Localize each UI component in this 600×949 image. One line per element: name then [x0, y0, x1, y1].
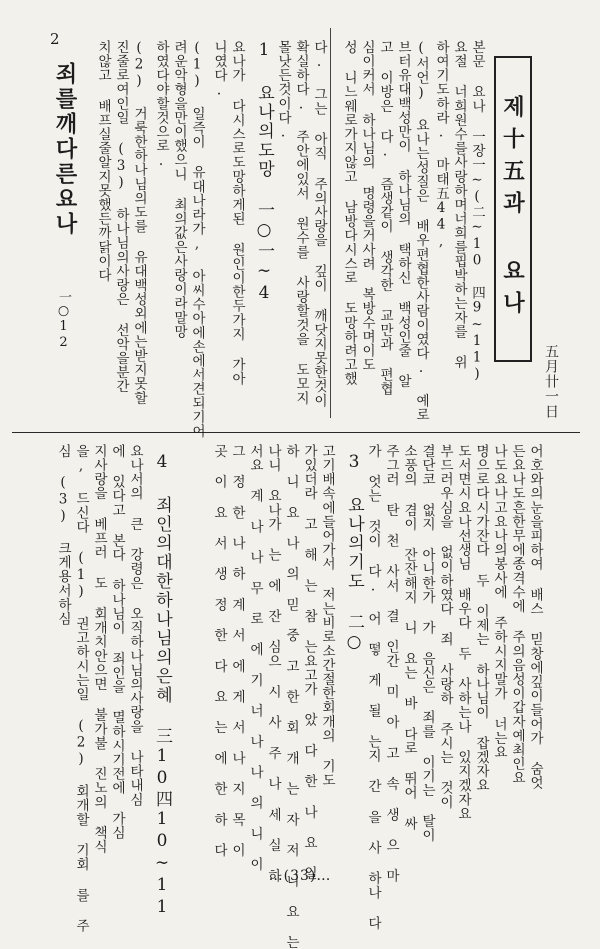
text-column: (2) 거룩한하나님의도를 유대백성외에는받지못할 — [131, 40, 147, 405]
text-column: 심이커서 하나님의 명령을거사려 복방수며이도 — [359, 40, 375, 372]
text-column: 을, 드신다 (1) 권고하시는일 (2) 회개할 기회 를 주 — [73, 444, 89, 933]
text-column: 나니 요나가 는 에 잔 심으 시 사 주 나 세 실 하 — [265, 444, 281, 883]
text-column: 하 니 요 나 의 믿 중 고 한 회 개 는 자 저 니 요 는 — [283, 444, 299, 949]
text-column: 요나가 다시스로도망하게된 원인이한두가지 가아 — [229, 40, 245, 386]
text-column: 하여기도하라. 마태五44, — [433, 40, 449, 250]
text-column: 그 정 한 나 하 계 서 에 게 서 나 지 목 이 — [229, 444, 245, 858]
lesson-title: 제十五과 요나 — [499, 95, 526, 323]
big-heading: 죄를깨다른요나 — [52, 62, 78, 237]
text-column: 서요 계 나 나 무 로 에 기 너 나 나 의 니 이 — [247, 444, 263, 872]
section-heading-prayer: 3 요나의기도 二○ — [344, 452, 364, 654]
lesson-date: 五月卄一日 — [543, 344, 559, 419]
text-column: 곳 이 요 서 생 정 한 다 요 는 에 한 하 다 — [211, 444, 227, 858]
text-column: 가있더라 고 해 는 참 는요고가 았 다 한 나 요 일 — [301, 444, 317, 881]
text-column: 몰낫든것이다. — [275, 40, 291, 142]
text-column: 브터유대백성만이 하나님의 택하신 백성인줄 알 — [395, 40, 411, 389]
text-column: 부드러우심을 없이하였다 죄 사랑하 주시는 것이 — [437, 444, 453, 809]
text-column: 에 있다고 본다 하나님이 죄인을 멸하시기전에 가심 — [109, 444, 125, 840]
column-separator — [330, 28, 331, 418]
text-column: 니였다. — [211, 40, 227, 99]
text-column: 고기배속에들어가서 저는비로소간절한회개의 기도 — [319, 444, 335, 788]
text-column: 려운악형을만이했으니 최의값은사랑이라말망 — [171, 40, 187, 339]
text-column: 치않고 배프실줄알지못했든까닭이다 — [95, 40, 111, 283]
text-column: 진줄로여인일 (3) 하나님의사랑은 선악을분간 — [113, 40, 129, 394]
text-column: 도서면시요나선생님 배우다 두 사하는나 있지겠자요 — [455, 444, 471, 821]
big-heading-ref: 一○12 — [56, 290, 71, 351]
text-column: 고 이방은 다. 즘생같이 생각한 교만과 편협 — [377, 40, 393, 396]
page-number: 2 — [50, 30, 60, 48]
text-column: 든요나도흔한무에종격수에 주의음성이갑자예최인요 — [509, 444, 525, 785]
text-column: 하였다야할것으로. — [153, 40, 169, 170]
text-column: 본문 요나 一장一∼(二∼10 四9∼11) — [469, 40, 485, 383]
text-column: 주그러 탄 천 사서 결 인간 미 아 고 속 생 으 마 — [383, 444, 399, 883]
text-column: 확실하다. 주안에있서 원수를 사랑할것을 도모지 — [293, 40, 309, 405]
text-column: 지사랑을 베프러 도 회개치안으면 불가불 진노의 책식 — [91, 444, 107, 854]
text-column: 가 엇는 것이 다. 어 떻 게 될 는지 간 을 사 하나 다 — [365, 444, 381, 931]
text-column: (1) 일즉이 유대나라가, 아씨수아에손에서견되기어 — [189, 40, 205, 439]
text-column: 어호와의눈을피하여 배스 믿창에깊이들어가 숨엇 — [527, 444, 543, 790]
section-divider — [12, 432, 580, 433]
text-column: 요나서의 큰 강령은 오직하나님의사랑을 나타내심 — [127, 444, 143, 807]
text-column: 심 (3) 크게용서하심 — [55, 444, 71, 626]
text-column: 성 니느웨로가지않고 남방다시스로 도망하려고했 — [341, 40, 357, 386]
text-column: 요절 너희원수를사랑하며너희를핍박하는자를 위 — [451, 40, 467, 370]
footer-page-number: …(33)… — [268, 868, 332, 884]
text-column: 소풍의 겸이 잔잔해지 니 요는 바 다로 뛰어 싸 — [401, 444, 417, 831]
text-column: 명으로다시가잔다 두 이제는 하나님이 잡겠자요 — [473, 444, 489, 793]
text-column: (서언) 요나는성질은 배우편협한사람이였다. 예로 — [413, 40, 429, 422]
text-column: 결단코 없지 아니한가 가 음신은 죄를 이기는 탈이 — [419, 444, 435, 843]
section-heading-grace: 4 죄인의대한하나님의은혜 三10四10∼11 — [152, 452, 172, 919]
text-column: 다. 그는 아직 주의사랑을 깊이 깨닷지못한것이 — [311, 40, 327, 408]
lesson-title-box — [494, 56, 532, 362]
section-heading-escape: 1 요나의도망 一○一∼4 — [254, 40, 274, 305]
text-column: 나도요나고요나의봉사에 주하시지말가 너는요 — [491, 444, 507, 760]
